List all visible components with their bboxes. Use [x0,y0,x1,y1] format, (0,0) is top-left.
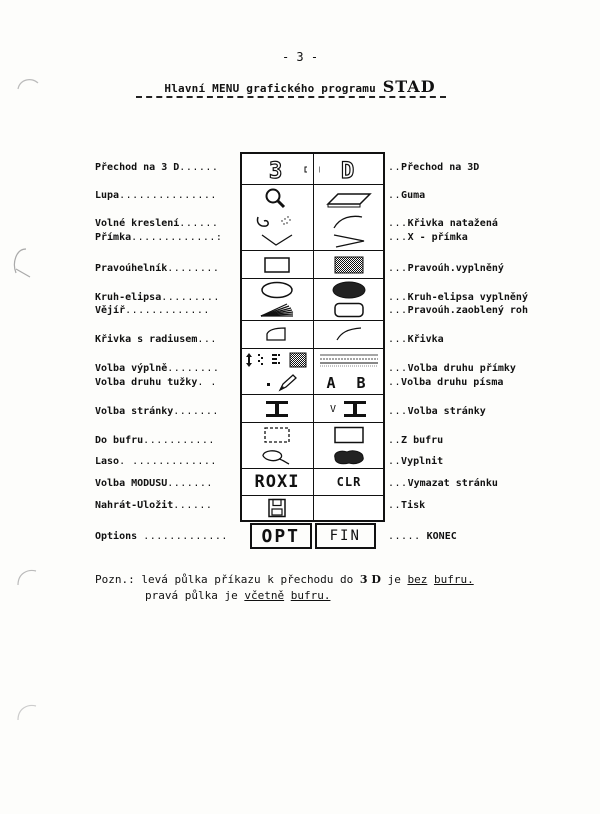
page-i-icon [342,399,368,419]
left-label-volne-kresleni: Volné kreslení...... [95,218,219,229]
eraser-icon [324,188,374,208]
finish-button[interactable]: FIN [315,523,377,549]
radius-curve-icon [257,325,297,343]
punch-hole-icon [14,75,44,105]
to-3d-left-button[interactable] [242,157,312,183]
left-label-do-bufru: Do bufru........... [95,435,215,446]
left-label-krivka-s-radiusem: Křivka s radiusem... [95,334,217,345]
svg-text:3: 3 [269,159,283,181]
freehand-icon [252,213,302,229]
punch-hole-icon [10,243,40,283]
modus-label: ROXI [254,472,300,492]
svg-text:D: D [341,159,355,181]
load-save-button[interactable] [242,497,312,519]
to-3d-right-button[interactable] [314,157,384,183]
dashed-rectangle-icon [257,426,297,444]
left-label-volba-druhu-tuzky: Volba druhu tužky. . [95,377,217,388]
note-line-1 [95,573,474,586]
radius-curve-button[interactable] [242,322,312,346]
from-buffer-button[interactable] [314,424,384,446]
right-label-konec: ..... KONEC [388,531,457,542]
punch-hole-icon [14,565,44,595]
page-title [0,77,600,96]
stretched-curve-icon [324,213,374,229]
rounded-rectangle-button[interactable] [314,301,384,319]
right-label-3d: ..Přechod na 3D [388,162,480,173]
note-underlined: bez [407,573,428,586]
title-underline [136,96,446,98]
d-glyph-icon [319,159,379,181]
left-label-vejir: Vějíř............. [95,305,210,316]
fill-pattern-button[interactable] [242,350,312,370]
right-label-kruh-elipsa-vyplneny: ...Kruh-elipsa vyplněný [388,292,528,303]
panel-separator [242,394,383,395]
options-button[interactable]: OPT [250,523,312,549]
options-row [250,523,376,549]
filled-rectangle-icon [329,255,369,275]
right-label-volba-druhu-pisma: ..Volba druhu písma [388,377,504,388]
right-label-x-primka: ...X - přímka [388,232,468,243]
note-text: je [387,573,401,586]
note-underlined: včetně [244,589,285,602]
left-label-laso: Laso. ............. [95,456,217,467]
right-label-vymazat-stranku: ...Vymazat stránku [388,478,498,489]
left-label-3d: Přechod na 3 D...... [95,162,219,173]
zoom-button[interactable] [242,186,312,210]
floppy-disk-icon [262,498,292,518]
icon-menu-panel [240,152,385,522]
left-label-volba-vyplne: Volba výplně........ [95,363,220,374]
page-number: - 3 - [281,50,319,64]
stretched-curve-button[interactable] [314,212,384,230]
left-label-options: Options ............. [95,531,228,542]
fill-pattern-icon [244,351,310,369]
page-select-left-button[interactable] [242,397,312,421]
filled-ellipse-icon [327,281,371,299]
punch-hole-icon [14,700,44,730]
panel-separator [242,250,383,251]
curve-button[interactable] [314,322,384,346]
note-prefix: Pozn.: [95,573,135,586]
x-line-button[interactable] [314,231,384,249]
panel-separator [242,422,383,423]
left-label-pravouhelnik: Pravoúhelník........ [95,263,220,274]
note-3d: 3 D [359,573,381,586]
filled-ellipse-button[interactable] [314,280,384,300]
font-letters: A B [326,373,372,392]
left-label-nahrat-ulozit: Nahrát-Uložit...... [95,500,213,511]
panel-separator [242,320,383,321]
x-line-icon [324,232,374,248]
pencil-icon [252,374,302,392]
panel-separator [242,348,383,349]
right-label-volba-druhu-primky: ...Volba druhu přímky [388,363,516,374]
panel-separator [242,495,383,496]
note-text: levá půlka příkazu k přechodu do [141,573,354,586]
note-text: pravá půlka je [145,589,238,602]
right-label-z-bufru: ..Z bufru [388,435,444,446]
three-glyph-icon [247,159,307,181]
clear-page-button[interactable] [314,470,384,494]
page-i-icon [257,399,297,419]
line-type-icon [316,351,382,369]
filled-rectangle-button[interactable] [314,253,384,277]
print-button[interactable] [314,497,384,519]
fan-button[interactable] [242,301,312,319]
ellipse-button[interactable] [242,280,312,300]
right-label-pravouh-zaobleny-roh: ...Pravoúh.zaoblený roh [388,305,528,316]
right-label-vyplnit: ..Vyplnit [388,456,444,467]
panel-separator [242,278,383,279]
note-line-2 [145,589,330,602]
line-type-button[interactable] [314,350,384,370]
eraser-button[interactable] [314,186,384,210]
page-v-prefix: V [329,403,337,415]
right-label-tisk: ..Tisk [388,500,426,511]
curve-icon [329,325,369,343]
note-underlined: bufru. [433,573,474,586]
lasso-icon [255,448,299,466]
left-label-kruh-elipsa: Kruh-elipsa......... [95,292,220,303]
rectangle-button[interactable] [242,253,312,277]
right-label-guma: ..Guma [388,190,426,201]
fill-blob-icon [327,448,371,466]
solid-rectangle-icon [329,426,369,444]
right-label-volba-stranky: ...Volba stránky [388,406,486,417]
modus-button[interactable] [242,470,312,494]
magnifier-icon [257,187,297,209]
fan-icon [255,302,299,318]
title-prefix: Hlavní MENU grafického programu [164,82,376,95]
pen-type-button[interactable] [242,372,312,393]
left-label-lupa: Lupa............... [95,190,217,201]
page-select-right-button[interactable] [314,397,384,421]
title-brand: STAD [382,77,436,96]
to-buffer-button[interactable] [242,424,312,446]
right-label-krivka-natazena: ...Křivka natažená [388,218,498,229]
ellipse-icon [255,281,299,299]
right-label-pravouh-vyplneny: ...Pravoúh.vyplněný [388,263,504,274]
left-label-volba-stranky: Volba stránky....... [95,406,219,417]
fill-button[interactable] [314,447,384,467]
rectangle-icon [257,255,297,275]
freehand-button[interactable] [242,212,312,230]
panel-separator [242,468,383,469]
left-label-volba-modusu: Volba MODUSU....... [95,478,213,489]
clear-label: CLR [336,475,362,489]
lasso-button[interactable] [242,447,312,467]
right-label-krivka: ...Křivka [388,334,444,345]
rounded-rectangle-icon [327,302,371,318]
panel-separator [242,184,383,185]
note-underlined: bufru. [290,589,331,602]
line-button[interactable] [242,231,312,249]
left-label-primka: Přímka.............: [95,232,223,243]
font-type-button[interactable] [314,372,384,393]
line-icon [252,232,302,248]
